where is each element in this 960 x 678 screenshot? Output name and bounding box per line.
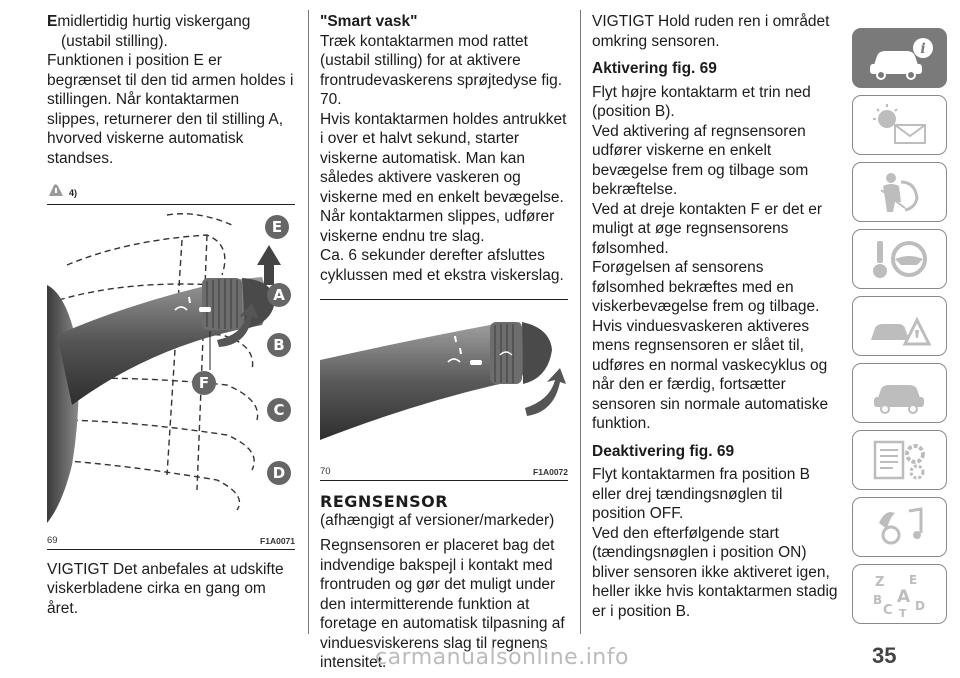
figure-69	[47, 204, 295, 550]
car-info-icon	[865, 34, 935, 82]
tab-safety[interactable]	[852, 162, 947, 222]
label-e: E	[271, 218, 283, 236]
column-divider	[308, 10, 309, 634]
paragraph: Ca. 6 sekunder derefter afsluttes cyklussen med et ekstra viskerslag.	[320, 247, 564, 284]
paragraph: Funktionen i position E er begrænset til den tid armen holdes i stillingen. Når kontaktarmen slippes, returnerer den til stilling A, hvorved viskerne automatisk standses.	[47, 52, 294, 167]
svg-text:Z: Z	[874, 575, 884, 590]
section-subtitle: (afhængigt af versioner/markeder)	[320, 511, 555, 529]
label-d: D	[272, 464, 286, 482]
paragraph: Hvis vinduesvaskeren aktiveres mens regnsensoren er slået til, udføres en normal vaskecyklus og når den er færdig, fortsætter sensoren sin normale automatiske funktion.	[592, 317, 829, 432]
tab-maintenance[interactable]	[852, 363, 947, 423]
figure-caption: 69 F1A0071	[47, 533, 295, 550]
tab-starting-driving[interactable]	[852, 229, 947, 289]
chapter-tabs	[852, 28, 950, 631]
column-divider	[580, 10, 581, 634]
wiper-stalk-pull-illustration	[320, 300, 568, 458]
label-f: F	[198, 374, 210, 392]
svg-text:i: i	[919, 41, 926, 57]
svg-text:B: B	[872, 593, 882, 607]
paragraph: Ved den efterfølgende start (tændingsnøglen i position ON) bliver sensoren ikke aktiveret igen, heller ikke hvis kontaktarmen stadig er i position B.	[592, 524, 838, 620]
paragraph: Forøgelsen af sensorens følsomhed bekræftes med en viskerbevægelse frem og tilbage.	[592, 259, 820, 315]
paragraph: VIGTIGT Det anbefales at udskifte viskerbladene cirka en gang om året.	[47, 560, 284, 617]
page-number: 35	[872, 643, 897, 668]
svg-text:A: A	[896, 587, 910, 607]
column-right	[592, 12, 840, 621]
car-maintenance-icon	[865, 369, 935, 417]
figure-70	[320, 299, 568, 481]
figure-caption: 70 F1A0072	[320, 464, 568, 481]
item-e: Emidlertidig hurtig viskergang (ustabil stilling).	[47, 13, 251, 50]
note-reference: 4)	[47, 176, 295, 198]
paragraph: Træk kontaktarmen mod rattet (ustabil stilling) for at aktivere frontrudevaskerens sprøjtedyse fig. 70.	[320, 32, 563, 108]
section-title: Deaktivering fig. 69	[592, 442, 735, 460]
section-title: Aktivering fig. 69	[592, 60, 717, 77]
tab-multimedia[interactable]	[852, 497, 947, 557]
svg-text:T: T	[898, 607, 907, 618]
column-middle	[320, 12, 568, 673]
section-title: "Smart vask"	[320, 13, 418, 30]
technical-data-icon	[865, 436, 935, 484]
label-c: C	[273, 401, 285, 419]
warning-lights-icon	[865, 101, 935, 149]
tab-technical-data[interactable]	[852, 430, 947, 490]
column-left	[47, 12, 295, 618]
tab-emergency[interactable]	[852, 296, 947, 356]
tab-warning-lights[interactable]	[852, 95, 947, 155]
wiper-stalk-illustration	[47, 205, 295, 527]
paragraph: VIGTIGT Hold ruden ren i området omkring sensoren.	[592, 13, 830, 50]
label-b: B	[273, 336, 285, 354]
warning-hand-icon	[47, 182, 65, 198]
section-heading: REGNSENSOR	[320, 491, 449, 511]
paragraph: Når kontaktarmen slippes, udfører viskerne endnu tre slag.	[320, 208, 555, 245]
tab-car-info[interactable]	[852, 28, 947, 88]
paragraph: Flyt kontaktarmen fra position B eller drej tændingsnøglen til position OFF.	[592, 466, 810, 522]
paragraph: Ved at dreje kontakten F er det er muligt at øge regnsensorens følsomhed.	[592, 200, 823, 257]
paragraph: Flyt højre kontaktarm et trin ned (position B).	[592, 83, 811, 120]
label-a: A	[273, 286, 285, 304]
multimedia-icon	[865, 503, 935, 551]
paragraph: Regnsensoren er placeret bag det indvendige bakspejl i kontakt med frontruden og gør det muligt under den intermitterende funktion at foretage en automatisk tilpasning af vinduesviskerens slag til regnens intensitet.	[320, 537, 565, 671]
safety-airbag-icon	[865, 168, 935, 216]
paragraph: Ved aktivering af regnsensoren udfører viskerne en enkelt bevægelse frem og tilbage som bekræftelse.	[592, 122, 809, 198]
alphabetical-index-icon	[865, 570, 935, 618]
svg-text:C: C	[882, 603, 893, 618]
watermark: carmanualsonline.info	[375, 645, 629, 670]
tab-index[interactable]	[852, 564, 947, 624]
svg-text:D: D	[914, 599, 925, 613]
emergency-triangle-icon	[865, 302, 935, 350]
steering-wheel-icon	[865, 235, 935, 283]
svg-text:E: E	[908, 573, 917, 587]
paragraph: Hvis kontaktarmen holdes antrukket i over et halvt sekund, starter viskerne automatisk. Man kan således aktivere vaskeren og viskerne med en enkelt bevægelse.	[320, 110, 567, 206]
